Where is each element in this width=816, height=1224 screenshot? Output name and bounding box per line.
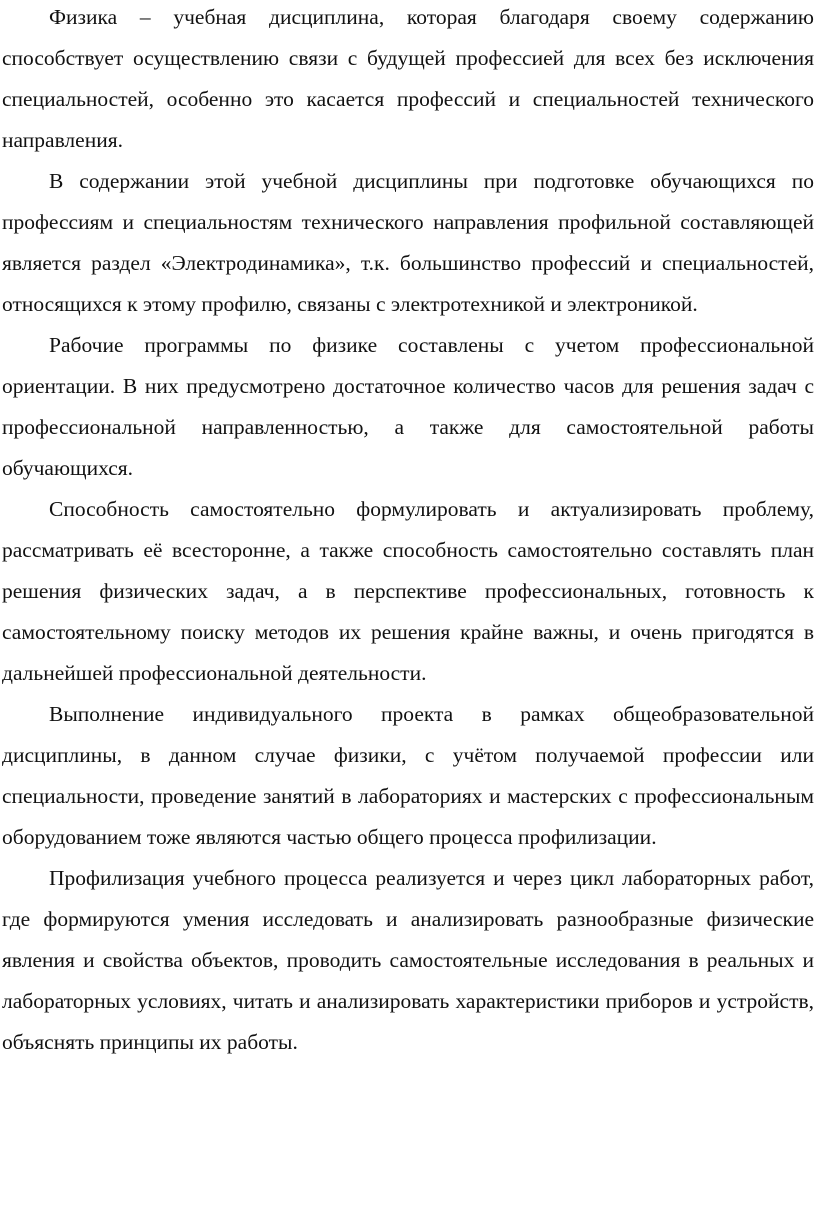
paragraph-1: Физика – учебная дисциплина, которая благодаря своему содержанию способствует осуществлению связи с будущей профессией для всех без исключения специальностей, особенно это касается профессий и специальностей технического направления. bbox=[2, 5, 814, 152]
paragraph-2: В содержании этой учебной дисциплины при подготовке обучающихся по профессиям и специальностям технического направления профильной составляющей является раздел «Электродинамика», т.к. большинство профессий и специальностей, относящихся к этому профилю, связаны с электротехникой и электроникой. bbox=[2, 169, 814, 316]
paragraph-6: Профилизация учебного процесса реализуется и через цикл лабораторных работ, где формируются умения исследовать и анализировать разнообразные физические явления и свойства объектов, проводить самостоятельные исследования в реальных и лабораторных условиях, читать и анализировать характеристики приборов и устройств, объяснять принципы их работы. bbox=[2, 866, 814, 1054]
paragraph-3: Рабочие программы по физике составлены с учетом профессиональной ориентации. В них предусмотрено достаточное количество часов для решения задач с профессиональной направленностью, а также для самостоятельной работы обучающихся. bbox=[2, 333, 814, 480]
paragraph-4: Способность самостоятельно формулировать и актуализировать проблему, рассматривать её всесторонне, а также способность самостоятельно составлять план решения физических задач, а в перспективе профессиональных, готовность к самостоятельному поиску методов их решения крайне важны, и очень пригодятся в дальнейшей профессиональной деятельности. bbox=[2, 497, 814, 685]
paragraph-5: Выполнение индивидуального проекта в рамках общеобразовательной дисциплины, в данном случае физики, с учётом получаемой профессии или специальности, проведение занятий в лабораториях и мастерских с профессиональным оборудованием тоже являются частью общего процесса профилизации. bbox=[2, 702, 814, 849]
